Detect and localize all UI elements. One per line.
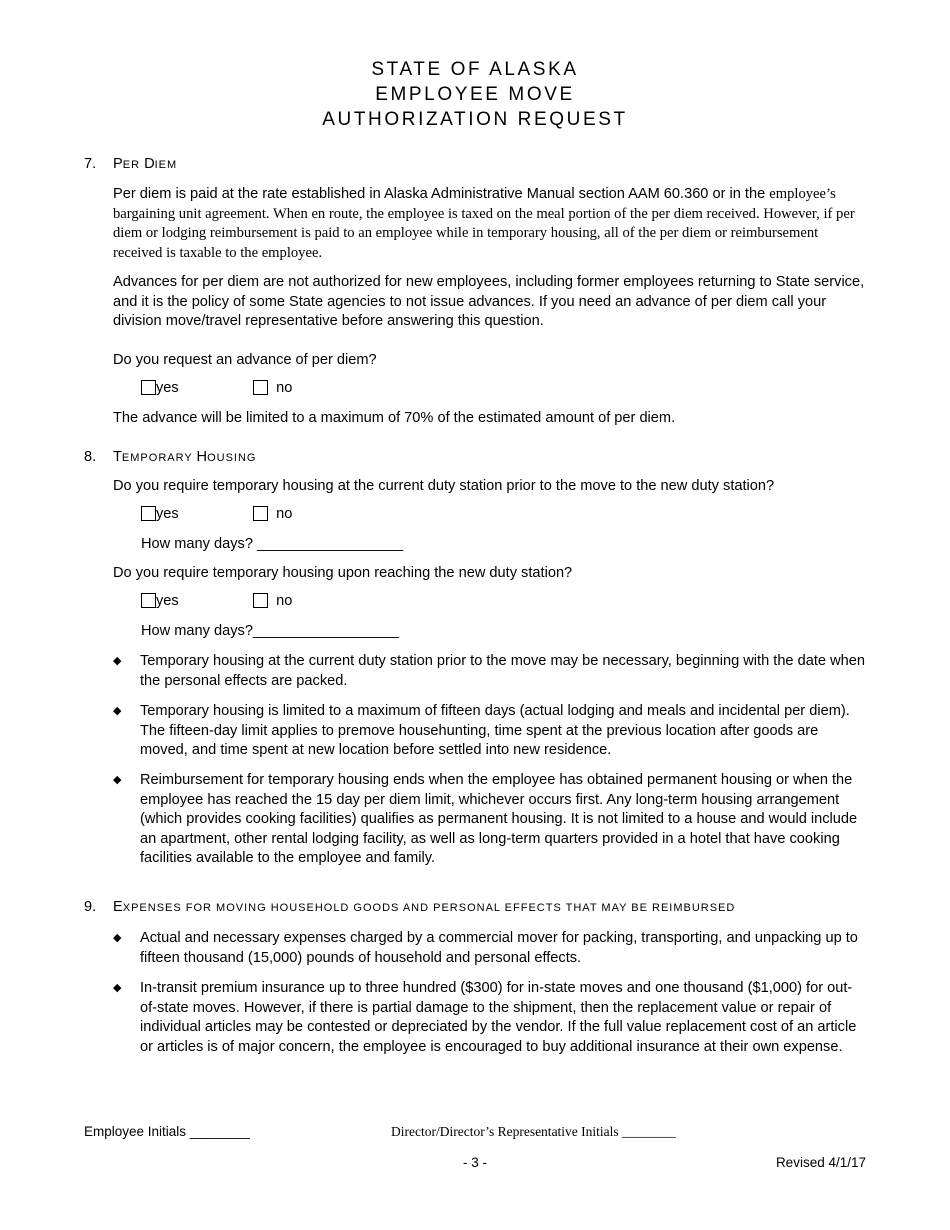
section-8-number: 8.: [84, 449, 97, 465]
section-8-heading: 8. TEMPORARY HOUSING: [84, 449, 257, 465]
employee-initials-field[interactable]: Employee Initials ________: [84, 1124, 250, 1139]
temp-current-yes-option[interactable]: yes: [141, 506, 179, 522]
section-9-heading: 9. EXPENSES FOR MOVING HOUSEHOLD GOODS AND PERSONAL EFFECTS THAT MAY BE REIMBURSED: [84, 899, 736, 915]
temp-housing-bullet-1: ◆ Temporary housing at the current duty station prior to the move may be necessary, beginning with the date when the personal effects are packed.: [113, 653, 865, 689]
temp-new-no-checkbox[interactable]: [253, 593, 268, 608]
title-line-1: STATE OF ALASKA: [371, 59, 579, 80]
diamond-bullet-icon: ◆: [113, 774, 122, 786]
moving-expenses-bullet-2: ◆ In-transit premium insurance up to three hundred ($300) for in-state moves and one thousand ($1,000) for out-of-state moves. However, if there is partial damage to the shipment, then the replacement value or repair of individual articles may be contested or depreciated by the vendor. If the full value replacement cost of an article or articles is of major concern, the employee is encouraged to buy additional insurance at their own expense.: [113, 980, 857, 1055]
moving-expenses-bullet-1: ◆ Actual and necessary expenses charged by a commercial mover for packing, transporting, and unpacking up to fifteen thousand (15,000) pounds of household and personal effects.: [113, 930, 858, 966]
temp-new-yes-checkbox[interactable]: [141, 593, 156, 608]
temp-housing-bullet-3: ◆ Reimbursement for temporary housing ends when the employee has obtained permanent housing or when the employee has reached the 15 day per diem limit, whichever occurs first. Any long-term housing arrangement (which provides cooking facilities) qualifies as permanent housing. It is not limited to a house and would include an apartment, other rental lodging facility, as well as long-term quarters provided in a hotel that have cooking facilities available to the employee and family.: [113, 772, 858, 867]
section-7-number: 7.: [84, 156, 97, 172]
diamond-bullet-icon: ◆: [113, 982, 122, 994]
diamond-bullet-icon: ◆: [113, 932, 122, 944]
director-initials-field[interactable]: Director/Director’s Representative Initials ________: [391, 1124, 677, 1139]
temp-new-no-option[interactable]: no: [253, 593, 292, 609]
temp-housing-new-question: Do you require temporary housing upon reaching the new duty station?: [113, 565, 573, 581]
per-diem-no-option[interactable]: no: [253, 380, 292, 396]
document-title: [0, 57, 950, 132]
title-line-2: EMPLOYEE MOVE: [375, 84, 575, 105]
page-number: - 3 -: [462, 1155, 487, 1170]
section-7-heading: 7. PER DIEM: [84, 156, 178, 172]
per-diem-yes-checkbox[interactable]: [141, 380, 156, 395]
temp-new-yes-option[interactable]: yes: [141, 593, 179, 609]
per-diem-paragraph-1: Per diem is paid at the rate established in Alaska Administrative Manual section AAM 60.360 or in the employee’s bargaining unit agreement. When en route, the employee is taxed on the meal portion of the per diem received. However, if per diem or lodging reimbursement is paid to an employee while in temporary housing, all of the per diem or reimbursement received is taxable to the employee.: [113, 186, 855, 261]
revision-date: Revised 4/1/17: [775, 1155, 866, 1170]
temp-housing-current-question: Do you require temporary housing at the current duty station prior to the move to the new duty station?: [113, 478, 775, 494]
diamond-bullet-icon: ◆: [113, 655, 122, 667]
temp-current-yes-checkbox[interactable]: [141, 506, 156, 521]
temp-current-no-checkbox[interactable]: [253, 506, 268, 521]
temp-new-days-field[interactable]: How many days?__________________: [141, 623, 400, 639]
per-diem-yes-option[interactable]: yes: [141, 380, 179, 396]
section-9-number: 9.: [84, 899, 97, 915]
temp-current-days-field[interactable]: How many days? __________________: [141, 536, 404, 552]
per-diem-advance-question: Do you request an advance of per diem?: [113, 352, 377, 368]
title-line-3: AUTHORIZATION REQUEST: [322, 109, 628, 130]
temp-housing-bullet-2: ◆ Temporary housing is limited to a maximum of fifteen days (actual lodging and meals and incidental per diem). The fifteen-day limit applies to premove househunting, time spent at the previous location after goods are moved, and time spent at new location before settled into new residence.: [113, 703, 850, 759]
diamond-bullet-icon: ◆: [113, 705, 122, 717]
per-diem-no-checkbox[interactable]: [253, 380, 268, 395]
per-diem-paragraph-2: Advances for per diem are not authorized for new employees, including former employees returning to State service, and it is the policy of some State agencies to not issue advances. If you need an advance of per diem call your division move/travel representative before answering this question.: [113, 274, 865, 330]
per-diem-advance-note: The advance will be limited to a maximum of 70% of the estimated amount of per diem.: [113, 410, 676, 426]
temp-current-no-option[interactable]: no: [253, 506, 292, 522]
